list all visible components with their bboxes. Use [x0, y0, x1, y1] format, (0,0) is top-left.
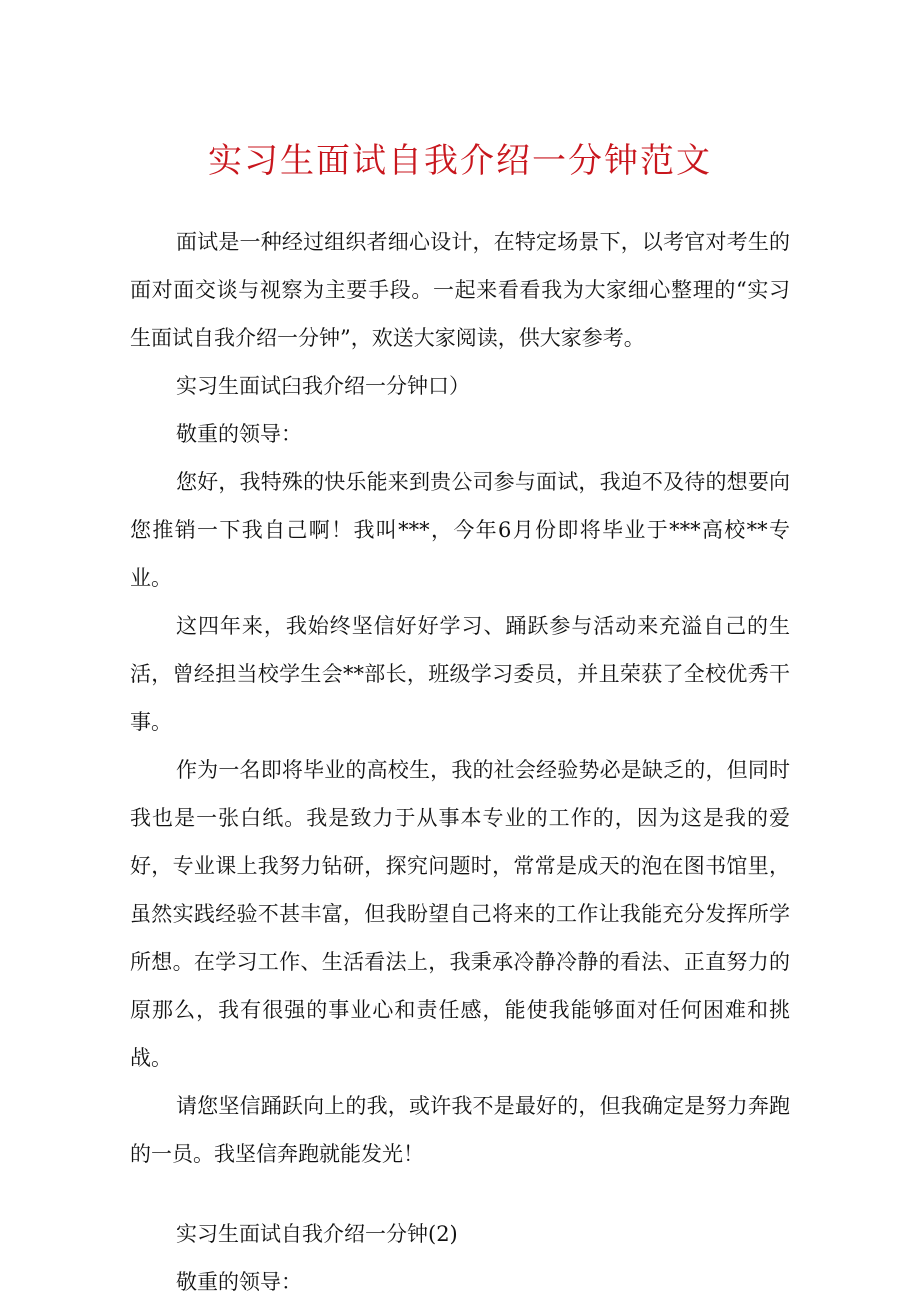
- body-paragraph-experience: 这四年来，我始终坚信好好学习、踊跃参与活动来充溢自己的生活，曾经担当校学生会**部长，班级学习委员，并且荣获了全校优秀干事。: [130, 614, 790, 734]
- document-body: [130, 218, 790, 1306]
- salutation-1: 敬重的领导：: [176, 422, 302, 446]
- section-heading-2: 实习生面试自我介绍一分钟(2): [176, 1222, 458, 1246]
- intro-paragraph: 面试是一种经过组织者细心设计，在特定场景下，以考官对考生的面对面交谈与视察为主要手段。一起来看看我为大家细心整理的“实习生面试自我介绍一分钟”，欢送大家阅读，供大家参考。: [130, 230, 790, 350]
- body-paragraph-greeting: 您好，我特殊的快乐能来到贵公司参与面试，我迫不及待的想要向您推销一下我自己啊！我叫***，今年6月份即将毕业于***高校**专业。: [130, 470, 790, 590]
- body-paragraph-closing: 请您坚信踊跃向上的我，或许我不是最好的，但我确定是努力奔跑的一员。我坚信奔跑就能发光！: [130, 1094, 790, 1166]
- section-spacer: [130, 1178, 790, 1210]
- body-paragraph-attitude: 作为一名即将毕业的高校生，我的社会经验势必是缺乏的，但同时我也是一张白纸。我是致力于从事本专业的工作的，因为这是我的爱好，专业课上我努力钻研，探究问题时，常常是成天的泡在图书馆里，虽然实践经验不甚丰富，但我盼望自己将来的工作让我能充分发挥所学所想。在学习工作、生活看法上，我秉承冷静冷静的看法、正直努力的原那么，我有很强的事业心和责任感，能使我能够面对任何困难和挑战。: [130, 758, 790, 1070]
- section-heading-1: 实习生面试臼我介绍一分钟口）: [176, 374, 470, 398]
- document-title: 实习生面试自我介绍一分钟范文: [208, 141, 712, 181]
- salutation-2: 敬重的领导：: [176, 1270, 302, 1294]
